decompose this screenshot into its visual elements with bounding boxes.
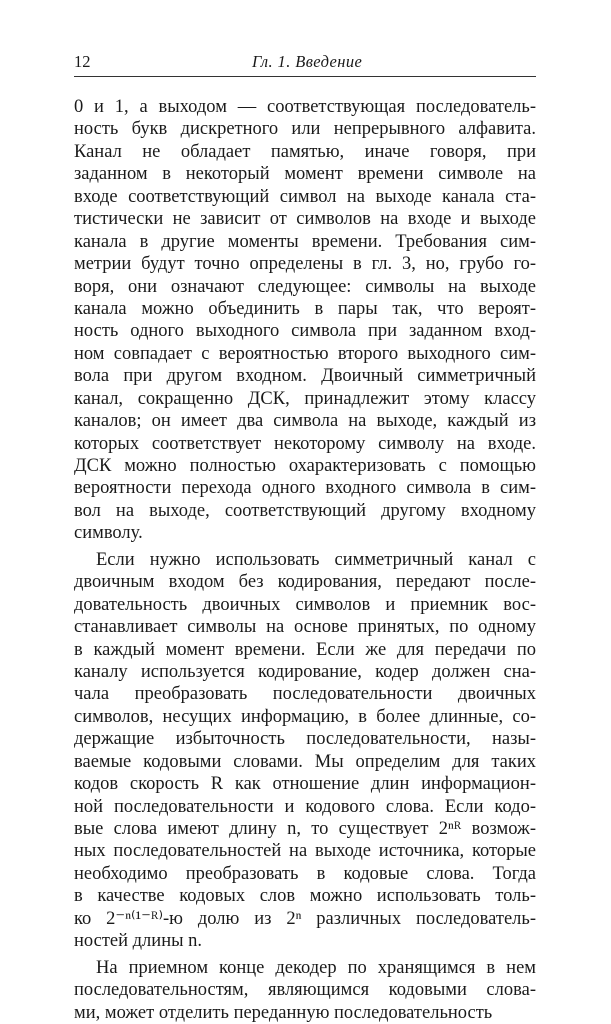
text-line: вола при другом входном. Двоичный симметричный	[74, 366, 536, 387]
text-line: в качестве кодовых слов можно использовать толь-	[74, 886, 536, 907]
text-line: ной последовательности и кодового слова. Если кодо-	[74, 796, 536, 817]
text-line: заданном в некоторый момент времени символе на	[74, 164, 536, 185]
text-line: вол на выходе, соответствующий другому входному	[74, 500, 536, 521]
text-line: ность одного выходного символа при заданном вход-	[74, 321, 536, 342]
paragraph	[74, 549, 536, 953]
text-line: каналов; он имеет два символа на выходе, каждый из	[74, 411, 536, 432]
text-line: воря, они означают следующее: символы на выходе	[74, 276, 536, 297]
text-line: ность букв дискретного или непрерывного алфавита.	[74, 119, 536, 140]
text-line: чала преобразовать последовательности двоичных	[74, 684, 536, 705]
running-head: Гл. 1. Введение	[252, 52, 363, 71]
text-line: станавливает символы на основе принятых, по одному	[74, 617, 536, 638]
header-rule	[74, 76, 536, 77]
text-line: каналу используется кодирование, кодер должен сна-	[74, 661, 536, 682]
text-line: ностей длины n.	[74, 931, 203, 952]
text-line: тистически не зависит от символов на входе и выходе	[74, 209, 536, 230]
text-line: Канал не обладает памятью, иначе говоря, при	[74, 141, 536, 162]
text-line: ко 2⁻ⁿ⁽¹⁻ᴿ⁾-ю долю из 2ⁿ различных последователь-	[74, 908, 536, 929]
text-line: метрии будут точно определены в гл. 3, но, грубо го-	[74, 254, 536, 275]
text-line: довательность двоичных символов и приемник вос-	[74, 594, 536, 615]
text-line: ных последовательностей на выходе источника, которые	[74, 841, 536, 862]
page-number: 12	[74, 52, 91, 71]
text-line: канал, сокращенно ДСК, принадлежит этому классу	[74, 388, 536, 409]
text-line: последовательностям, являющимся кодовыми слова-	[74, 980, 536, 1001]
text-line: ном совпадает с вероятностью второго выходного сим-	[74, 343, 536, 364]
text-line: входе соответствующий символ на выходе канала ста-	[74, 186, 536, 207]
text-line: ДСК можно полностью охарактеризовать с помощью	[74, 456, 536, 476]
paragraph	[74, 96, 536, 545]
text-line: На приемном конце декодер по хранящимся в нем	[96, 957, 536, 978]
paragraph	[74, 957, 536, 1024]
text-line: 0 и 1, а выходом — соответствующая последователь-	[74, 97, 536, 117]
text-line: символов, несущих информацию, в более длинные, со-	[74, 706, 536, 727]
text-line: необходимо преобразовать в кодовые слова. Тогда	[74, 863, 536, 884]
text-line: ваемые кодовыми словами. Мы определим для таких	[74, 751, 536, 772]
text-line: символу.	[74, 523, 143, 544]
text-line: в каждый момент времени. Если же для передачи по	[74, 639, 536, 660]
text-line: двоичным входом без кодирования, передают после-	[74, 572, 536, 593]
text-line: ми, может отделить переданную последовательность	[74, 1002, 493, 1023]
body-text	[74, 96, 536, 1024]
text-line: кодов скорость R как отношение длин информацион-	[74, 774, 536, 795]
page-header	[74, 52, 536, 74]
text-line: вые слова имеют длину n, то существует 2ⁿᴿ возмож-	[74, 819, 536, 839]
text-line: держащие избыточность последовательности, назы-	[74, 729, 536, 750]
text-line: Если нужно использовать симметричный канал с	[96, 549, 536, 570]
text-line: канала в другие моменты времени. Требования сим-	[74, 231, 536, 252]
text-line: вероятности перехода одного входного символа в сим-	[74, 478, 536, 499]
text-line: канала можно объединить в пары так, что вероят-	[74, 298, 536, 319]
book-page	[74, 52, 536, 1024]
text-line: которых соответствует некоторому символу на входе.	[74, 433, 536, 454]
